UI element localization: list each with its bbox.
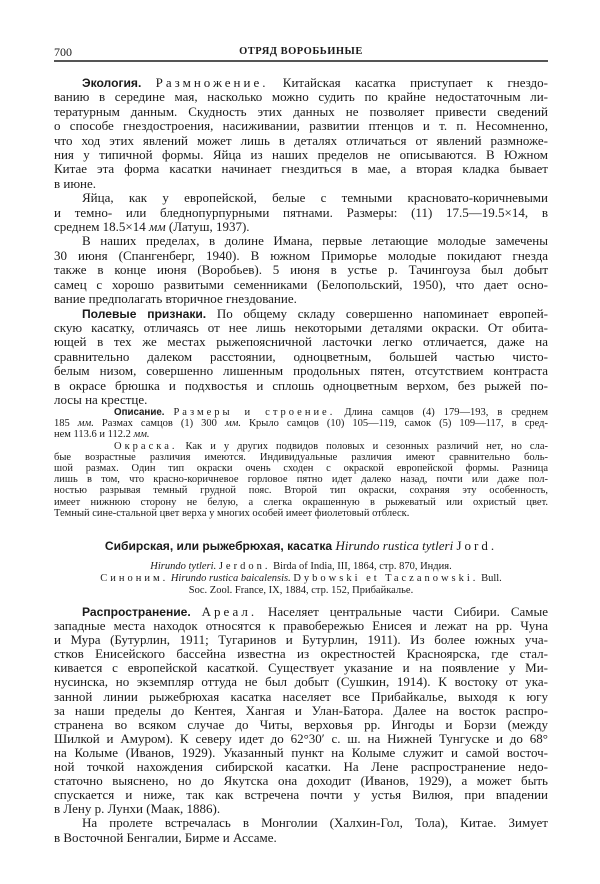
text-line xyxy=(54,633,548,647)
spaced-text: Синоним. xyxy=(100,573,169,584)
text-line xyxy=(54,816,548,830)
text-line xyxy=(54,704,548,718)
text-line xyxy=(54,647,548,661)
text-run: лишь в том, что красно-коричневое горловое пятно идет далеко назад, почти или даже пол- xyxy=(54,474,548,486)
text-line xyxy=(54,278,548,292)
text-run: Birda of India, III, 1864, стр. 870, Индия. xyxy=(270,561,452,572)
text-run: западные места находок относятся к правобережью Енисея и лежат на рр. Чуна xyxy=(54,618,548,634)
text-line xyxy=(54,418,548,429)
text-run: ния у типичной формы. Яйца из наших пределов не описываются. В Южном xyxy=(54,147,548,163)
text-line xyxy=(54,538,548,554)
text-run: шой размах. Один тип окраски очень сходен с окраской европейской формы. Разница xyxy=(54,463,548,475)
text-run: в июне. xyxy=(54,175,97,191)
spaced-text: Jord. xyxy=(456,538,498,553)
italic-text: Hirundo rustica tytleri xyxy=(335,538,454,553)
paragraph xyxy=(54,234,548,306)
text-run: В наших пределах, в долине Имана, первые летающие молодые замечены xyxy=(82,233,548,249)
text-run: вание предполагать вторичное гнездование. xyxy=(54,291,297,307)
text-run: ной точкой нахождения сибирской касатки. На Лене распространение недо- xyxy=(54,759,548,775)
text-run: и темно- или бледнопурпурными пятнами. Размеры: (11) 17.5—19.5×14, в xyxy=(54,204,548,220)
bold-heading-text: Описание. xyxy=(114,407,165,418)
text-run: также в конце июня (Воробьев). 5 июня в устье р. Тачингоуза был добыт xyxy=(54,262,548,278)
text-run: бые возрастные различия имеются. Индивидуальные различия имеют сравнительно боль- xyxy=(54,451,548,463)
text-run: стков Енисейского бассейна известна из окрестностей Красноярска, где стал- xyxy=(54,646,548,662)
spaced-text: Dybowski et Taczanowski. xyxy=(293,573,479,584)
synonymy-section xyxy=(54,561,548,597)
text-run: Крыло самцов (10) 105—119, самок (5) 109—117, в сред- xyxy=(240,418,548,430)
text-line xyxy=(54,452,548,463)
text-line xyxy=(54,407,548,418)
text-line xyxy=(54,177,548,191)
text-run: Китайская касатка приступает к гнездо- xyxy=(268,75,549,90)
header-rule xyxy=(54,60,548,62)
text-run: о способе гнездостроения, насиживании, развитии птенцов и т. п. Несомненно, xyxy=(54,118,548,134)
bold-heading-text: Экология. xyxy=(82,76,142,90)
text-run: за наши пределы до Кентея, Хангая и Улан-Батора. Далее на восток распро- xyxy=(54,702,548,718)
text-run: что ход этих явлений может лишь в деталях отличаться от явлений размноже- xyxy=(54,132,548,148)
text-run: имеет нижнюю сторону не белую, а слегка окрашенную в рыжеватый или охристый цвет. xyxy=(54,496,548,508)
text-line xyxy=(54,429,548,440)
italic-text: Hirundo rustica baicalensis. xyxy=(170,573,291,584)
italic-text: мм. xyxy=(77,418,94,430)
text-line xyxy=(54,690,548,704)
spaced-text: Размеры и строение. xyxy=(173,407,336,418)
bold-heading-text: Сибирская, или рыжебрюхая, касатка xyxy=(104,539,336,553)
paragraph xyxy=(54,561,548,597)
text-run: Длина самцов (4) 179—193, в среднем xyxy=(335,407,549,418)
text-run: ющей в тех же местах рыжепоясничной ласточки легко отличается, даже на xyxy=(54,334,548,350)
text-run: сравнительно далеком расстоянии, одноцветным, большей частью чисто- xyxy=(54,348,548,364)
distribution-section xyxy=(54,605,548,845)
text-run: тературным данным. Скудность этих данных не позволяет привести сведений xyxy=(54,103,548,119)
text-run: белым низом, совершенно лишенным продольных пятен, отсутствием контраста xyxy=(54,363,548,379)
spaced-text: Ареал. xyxy=(201,604,258,619)
paragraph xyxy=(54,191,548,234)
text-line xyxy=(54,307,548,321)
text-line xyxy=(54,105,548,119)
text-run: на Колыме (Иванов, 1929). Указанный пункт на Колыме служит и самой восточ- xyxy=(54,744,548,760)
italic-text: мм. xyxy=(133,429,150,441)
italic-text: мм. xyxy=(224,418,241,430)
paragraph xyxy=(54,407,548,441)
text-line xyxy=(54,220,548,234)
text-line xyxy=(54,263,548,277)
text-run: ностью разрывая темный грудной пояс. Второй тип окраски, сохраняя эту особенность, xyxy=(54,485,548,497)
text-run: скую касатку, отличаясь от нее лишь некоторыми деталями окраски. От обита- xyxy=(54,319,548,335)
text-line xyxy=(54,364,548,378)
text-run: в Восточной Бенгалии, Бирме и Ассаме. xyxy=(54,829,277,845)
text-line xyxy=(54,831,548,845)
text-line xyxy=(54,619,548,633)
text-run: среднем 18.5×14 xyxy=(54,219,150,235)
spaced-text: Jerdon. xyxy=(218,561,271,572)
text-line xyxy=(54,76,548,90)
text-line xyxy=(54,350,548,364)
text-line xyxy=(54,206,548,220)
paragraph xyxy=(54,538,548,554)
text-run: По общему складу совершенно напоминает европей- xyxy=(206,305,549,321)
text-run: в окрасе брюшка и подхвостья и сплошь одноцветным верхом, без рыжей по- xyxy=(54,377,548,393)
text-run: в Лену р. Лунхи (Маак, 1886). xyxy=(54,801,221,817)
text-run: кивается с европейской касаткой. Существует указание и на появление у Ми- xyxy=(54,660,548,676)
text-run: самец с хорошо развитыми семенниками (Белопольский, 1950), что дает осно- xyxy=(54,276,548,292)
description-section xyxy=(54,407,548,519)
text-line xyxy=(54,561,548,573)
text-run: Шилкой и Амуром). К северу идет до 62°30′ с. ш. на Нижней Тунгуске и до 68° xyxy=(54,730,548,746)
text-line xyxy=(54,335,548,349)
text-line xyxy=(54,485,548,496)
text-run: 185 xyxy=(54,418,78,430)
text-run: лосы на крестце. xyxy=(54,391,148,407)
text-line xyxy=(54,746,548,760)
text-line xyxy=(54,119,548,133)
text-run: Яйца, как у европейской, белые с темными красновато-коричневыми xyxy=(82,190,548,206)
text-line xyxy=(54,585,548,597)
text-line xyxy=(54,379,548,393)
text-line xyxy=(54,661,548,675)
paragraph xyxy=(54,816,548,844)
paragraph xyxy=(54,605,548,816)
text-line xyxy=(54,134,548,148)
text-run: занной линии рыжебрюхая касатка населяет все Прибайкалье, выходя к югу xyxy=(54,688,548,704)
text-line xyxy=(54,148,548,162)
text-run: Как и у других подвидов половых и сезонных различий нет, но сла- xyxy=(177,440,548,452)
text-line xyxy=(54,605,548,619)
text-run: Темный сине-стальной цвет верха у многих особей имеет фиолетовый отблеск. xyxy=(54,507,410,519)
text-run: 30 июня (Спангенберг, 1940). В южном Приморье молодые покидают гнезда xyxy=(54,247,548,263)
text-run: На пролете встречалась в Монголии (Халхин-Гол, Тола), Китае. Зимует xyxy=(82,815,548,831)
paragraph xyxy=(54,441,548,519)
text-line xyxy=(54,760,548,774)
text-line xyxy=(54,675,548,689)
text-run: Китае эта форма касатки начинает гнездиться в мае, а вторая кладка бывает xyxy=(54,161,548,177)
text-run: Soc. Zool. France, IX, 1884, стр. 152, Прибайкалье. xyxy=(188,585,414,596)
spaced-text: Размножение. xyxy=(155,75,269,90)
text-line xyxy=(54,508,548,519)
text-run: и Мура (Бутурлин, 1911; Тугаринов и Бутурлин, 1911). Из более южных уча- xyxy=(54,632,548,648)
running-head: ОТРЯД ВОРОБЬИНЫЕ xyxy=(239,46,363,57)
text-line xyxy=(54,497,548,508)
text-line xyxy=(54,788,548,802)
text-line xyxy=(54,774,548,788)
text-run: спускается и ниже, так как встречена почти у устья Вилюя, при впадении xyxy=(54,787,548,803)
text-line xyxy=(54,292,548,306)
spaced-text: Окраска. xyxy=(114,440,178,452)
text-run: ванию в середине мая, насколько можно судить по крайне недостаточным ли- xyxy=(54,89,548,105)
text-line xyxy=(54,463,548,474)
text-line xyxy=(54,474,548,485)
text-line xyxy=(54,234,548,248)
text-line xyxy=(54,321,548,335)
text-line xyxy=(54,802,548,816)
bold-heading-text: Распространение. xyxy=(82,605,191,619)
text-line xyxy=(54,249,548,263)
bold-heading-text: Полевые признаки. xyxy=(82,306,207,321)
page-number: 700 xyxy=(54,45,72,59)
ecology-section xyxy=(54,76,548,407)
text-run: нусинска, но экземпляр оттуда не был добыт (Сушкин, 1914). К востоку от ука- xyxy=(54,674,548,690)
running-header xyxy=(54,45,548,59)
text-line xyxy=(54,441,548,452)
text-run: Размах самцов (1) 300 xyxy=(93,418,225,430)
text-run: (Латуш, 1937). xyxy=(165,219,250,235)
italic-text: Hirundo tytleri. xyxy=(150,561,217,572)
text-run: странена во всяком случае до Читы, верховья рр. Ингоды и Борзи (между xyxy=(54,716,548,732)
text-run: статочно выяснено, но до Якутска она доходит (Иванов, 1929), а может быть xyxy=(54,773,548,789)
subspecies-heading xyxy=(54,538,548,554)
text-line xyxy=(54,191,548,205)
text-run: Bull. xyxy=(478,573,502,584)
text-line xyxy=(54,573,548,585)
text-run: нем 113.6 и 112.2 xyxy=(54,429,134,441)
italic-text: мм xyxy=(149,219,166,235)
text-line xyxy=(54,90,548,104)
text-line xyxy=(54,732,548,746)
text-run xyxy=(191,604,202,619)
text-line xyxy=(54,393,548,407)
text-run: Населяет центральные части Сибири. Самые xyxy=(257,604,548,619)
text-line xyxy=(54,718,548,732)
paragraph xyxy=(54,307,548,408)
paragraph xyxy=(54,76,548,191)
text-run xyxy=(141,75,155,90)
text-line xyxy=(54,162,548,176)
